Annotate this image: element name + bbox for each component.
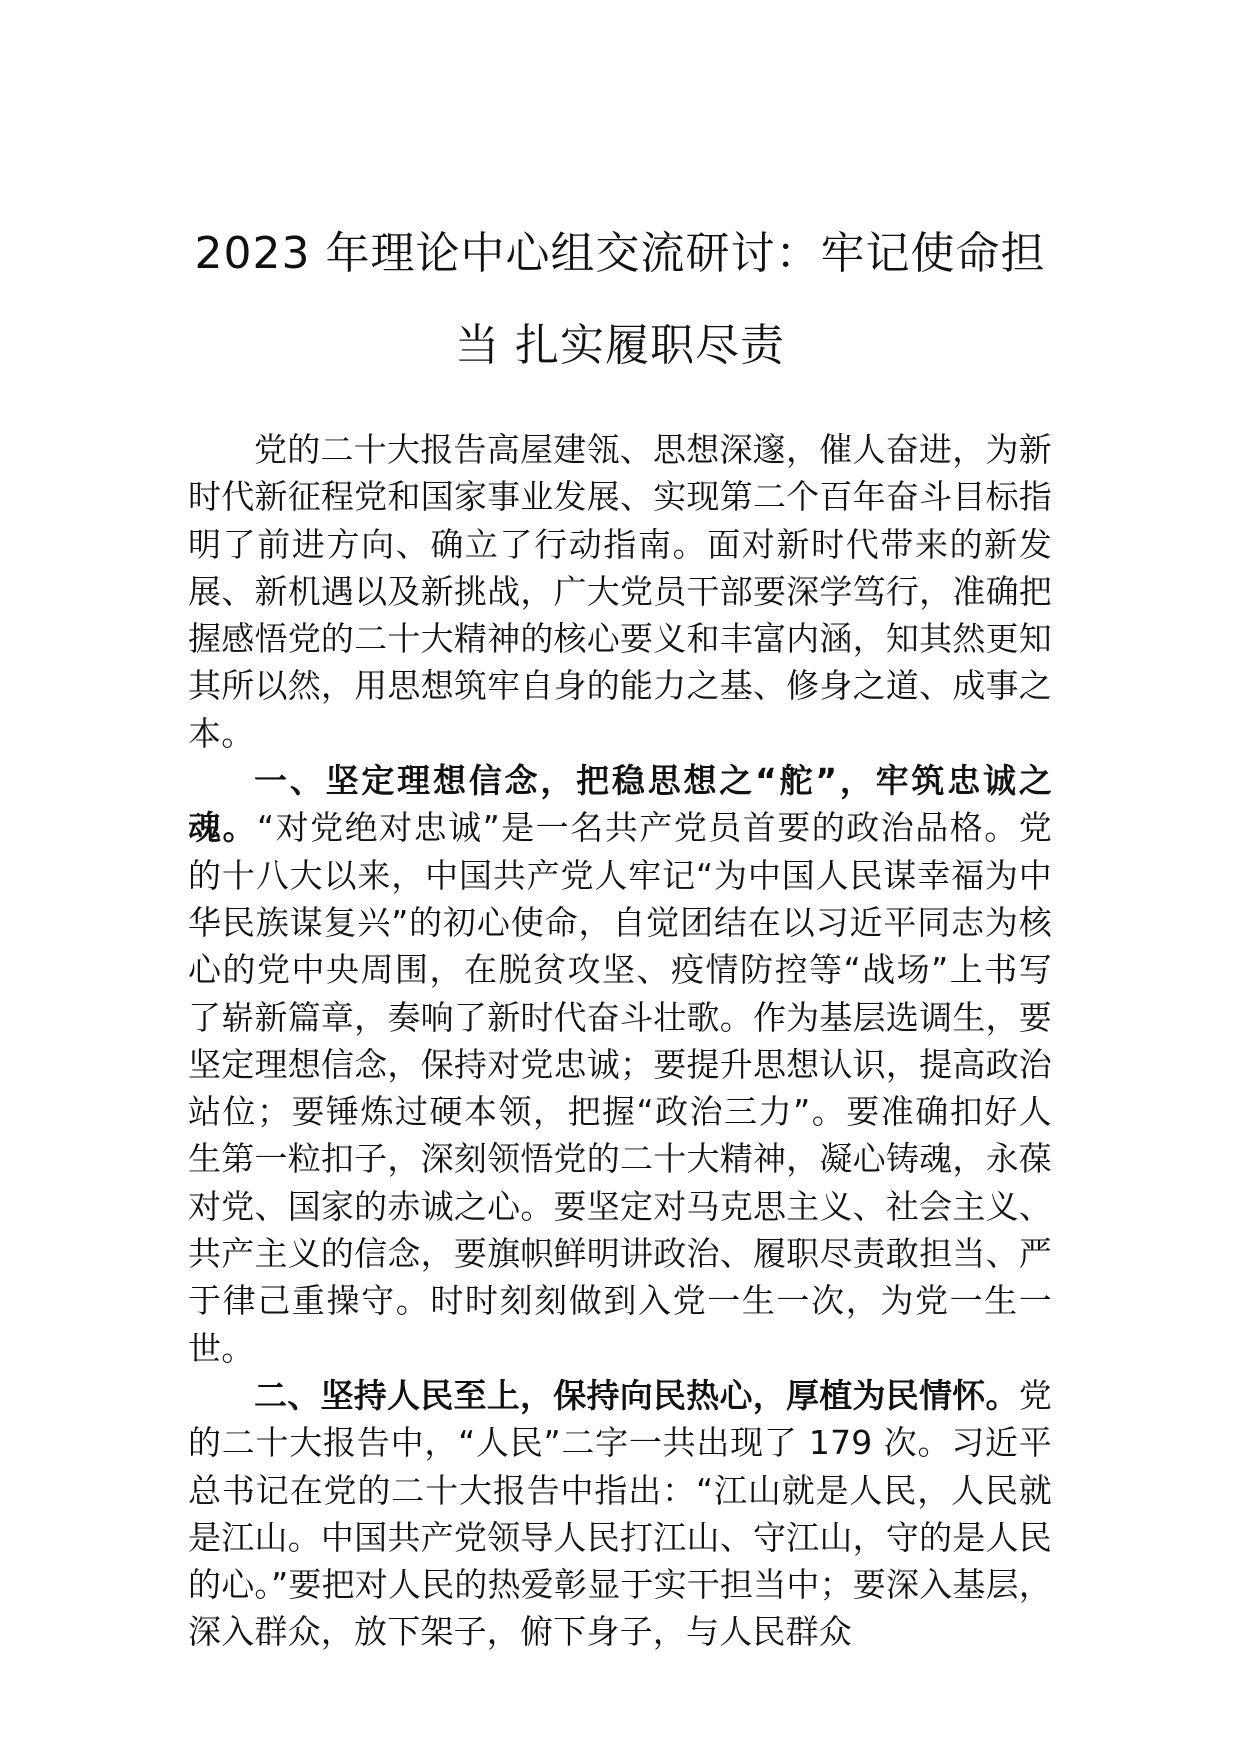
paragraph-text: 党的二十大报告中，“人民”二字一共出现了 179 次。习近平总书记在党的二十大报告中指出：“江山就是人民，人民就是江山。中国共产党领导人民打江山、守江山，守的是人民的心。”要把对人民的热爱彰显于实干担当中；要深入基层，深入群众，放下架子，俯下身子，与人民群众 (188, 1375, 1052, 1652)
title-line-2: 当 扎实履职尽责 (455, 320, 785, 371)
paragraph-text: 党的二十大报告高屋建瓴、思想深邃，催人奋进，为新时代新征程党和国家事业发展、实现第二个百年奋斗目标指明了前进方向、确立了行动指南。面对新时代带来的新发展、新机遇以及新挑战，广大党员干部要深学笃行，准确把握感悟党的二十大精神的核心要义和丰富内涵，知其然更知其所以然，用思想筑牢自身的能力之基、修身之道、成事之本。 (188, 430, 1052, 753)
paragraph-text: “对党绝对忠诚”是一名共产党员首要的政治品格。党的十八大以来，中国共产党人牢记“为中国人民谋幸福为中华民族谋复兴”的初心使命，自觉团结在以习近平同志为核心的党中央周围，在脱贫攻坚、疫情防控等“战场”上书写了崭新篇章，奏响了新时代奋斗壮歌。作为基层选调生，要坚定理想信念，保持对党忠诚；要提升思想认识，提高政治站位；要锤炼过硬本领，把握“政治三力”。要准确扣好人生第一粒扣子，深刻领悟党的二十大精神，凝心铸魂，永葆对党、国家的赤诚之心。要坚定对马克思主义、社会主义、共产主义的信念，要旗帜鲜明讲政治、履职尽责敢担当、严于律己重操守。时时刻刻做到入党一生一次，为党一生一世。 (188, 808, 1052, 1368)
document-title (170, 208, 1070, 392)
paragraph-section-2 (188, 1372, 1052, 1656)
title-line-1: 2023 年理论中心组交流研讨：牢记使命担 (194, 228, 1046, 279)
document-body (188, 426, 1052, 1656)
paragraph-section-1 (188, 757, 1052, 1372)
section-heading: 一、坚定理想信念，把稳思想之“舵”，牢筑忠诚之魂。 (188, 761, 1052, 848)
paragraph-intro (188, 426, 1052, 757)
section-heading: 二、坚持人民至上，保持向民热心，厚植为民情怀。 (254, 1375, 1019, 1415)
